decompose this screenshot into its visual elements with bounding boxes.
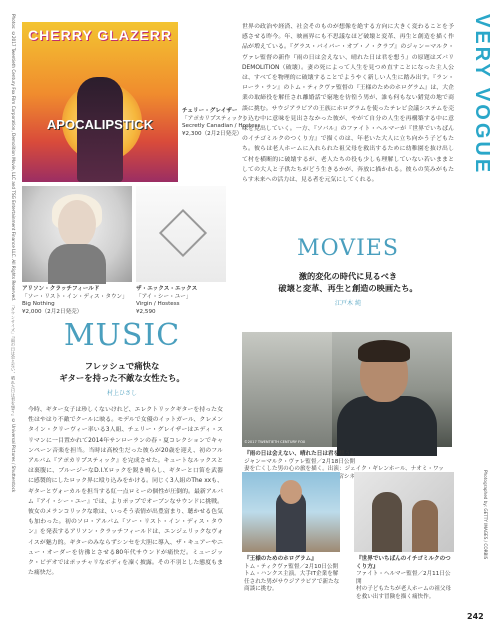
film-still-strawberry-milk: [354, 472, 454, 552]
cover-album-title: APOCALIPSTICK: [46, 117, 154, 132]
movies-lead: 激的変化の時代に見るべき 破壊と変革、再生と創造の映画たち。: [278, 271, 418, 293]
film-caption: 『雨の日は会えない、晴れた日は君を想う』 ジャン＝マルク・ヴァレ監督／2月18日公開 妻を亡くした男の心の旅を描く。出演：ジェイク・ギレンホール、ナオミ・ワッ の新宿シネマカリ: [244, 451, 444, 480]
photo-credit: ©2017 TWENTIETH CENTURY FOX: [244, 440, 306, 444]
cover-band-name: CHERRY GLAZERR: [28, 27, 172, 43]
section-brand: VERY VOGUE: [471, 14, 493, 176]
movies-heading: MOVIES: [297, 236, 399, 261]
album-caption: ザ・エックス・エックス 「アイ・シー・ユー」 Virgin / Hostess ¥2,590: [136, 286, 198, 315]
album-caption: アリソン・クラッチフィールド 「ソー・リスト・イン・ディス・タウン」 Big Nothing ¥2,000（2月2日発売）: [22, 286, 128, 315]
film-still-demolition: [242, 332, 452, 447]
music-heading: MUSIC: [63, 318, 181, 353]
music-author: 村上ひさし: [106, 390, 137, 397]
music-body: 今時、ギター女子は珍しくないけれど、エレクトリックギターを持った女性はやはり不敵でクールに映る。モデルで女優のイットガール、クレメンタイン・クリーヴィー率いる3人組、チェリー・グレイザーはエディ・スリマンに一目置かれて2014年サンローランの春・夏コレクションでキャンペーン音楽を担当。当時は高校生だった彼らが20歳を迎え、初のフルアルバム『アポカリプスティック』を完成させた。キュートなルックスとは裏腹に、ブルージーなD.I.Y.ロックを鋭き鳴らし、ギターと口笛を武器に感製的にしたロック界に殴り込みをかける。同じく3人組のThe xxも、ギターとヴォーカルを担当する紅一点ロミーの個性が圧倒的。最新アルバム『アイ・シー・ユー』では、よりポップでオーブンなサウンドに挑戦。彼女のメランコリックな歌は、いっそう表情が出豊富まり、聴かせる色気も加わった。初のソロ・アルバム『ソー・リスト・イン・ディス・タウン』を発表するアリソン・クラッチフィールドは、エンジェリックなヴォイスが魅力的。ギターのみならずシンセを大胆に導入、ザ・キュアーやニュー・オーダーを彷彿とさせる80年代サウンドが痛快だ。ミュージック・ビデオではポッチャリなボディを凜く披露。その不羽とした態度もまた痛快だ。: [28, 407, 223, 577]
movies-intro: 世界の政治や経済、社会そのものが想像を絶する方向に大きく変わることを予感させる昨今。年、映画界にも不思議なほど破壊と変革、再生と創造を描く作品が増えている。『グラス・パイパー・オブ・ノ・クラブ』のジャン＝マルク・ヴァレ監督の新作『雨の日は会えない、晴れた日は君を想う』の原題はズバリDEMOLITION（破壊）。妻の死によって人生を見つめ直すことになった主人公は、すべてを物理的に破壊することでようやく新しい人生に踏み出す。『ラン・ローラ・ラン』のトム・ティクヴァ監督の『王様のためのホログラム』は、大企業の取締役を解任され離婚話で窮地を彷徨う男が、誰も何もない錯覚の地で商談に挑む。サウジアラビアの王族にホログラムを使ったテレビ会議システムを売り込む中に意味を見出さなかった彼が、やがて自分の人生を再構築する中に意味を見出していく。一方、『ソバル』のファイト・ヘルマーが『世界でいちばんのイチゴミルクのつくり方』で描くのは、年老いた大人に立ち向かう子どもたち。彼らは老人ホームに入れられた祖父母を救出するために幼稚園を抜け出して村を横断的に破壊するが、老人たちの役も少しも理解していない若いままとしての大人と子供たちがどう生きるかが、奔放に描かれる。彼らの笑みがもたらす未来への活力は、見る者を元気にしてくれる。: [242, 24, 454, 184]
album-caption: チェリー・グレイザー 「アポカリプスティック」 Secretly Canadian / Hostess ¥2,300（2月2日発売）: [182, 108, 261, 137]
film-caption: 『王様のためのホログラム』 トム・ティクヴァ監督／2月10日公開 トム・ハンクス主演。大手IT企業を解任された男がサウジアラビアで新たな商談に挑む。: [244, 556, 340, 593]
film-caption: 『世界でいちばんのイチゴミルクのつくり方』 ファイト・ヘルマー監督／2月11日公開 村の子どもたちが老人ホームの祖父母を救い出す冒険を描く痛快作。: [356, 556, 452, 600]
photo-credits-left: Photos: ©2017 Twentieth Century Fox Film Corporation, Demolition Movie, LLC and TSG Entertainment Finance LLC. All Rights Reserved. 「ダウンサイズ」『雨の日は会えない、晴れた日は君を想う』© Universal Pictures / Shutterstock: [11, 14, 16, 493]
movies-author: 江戸木 純: [335, 300, 361, 307]
album-cover-allison-crutchfield: [22, 186, 132, 282]
album-cover-cherry-glazerr: [22, 22, 178, 182]
film-still-hologram: [242, 472, 340, 552]
album-cover-the-xx: [136, 186, 226, 282]
page-number: 242: [467, 612, 484, 621]
music-lead: フレッシュで痛快な ギターを持った不敵な女性たち。: [59, 361, 185, 383]
photo-credits-right: Photographed by: GETTY IMAGES / CORBIS: [483, 470, 488, 560]
